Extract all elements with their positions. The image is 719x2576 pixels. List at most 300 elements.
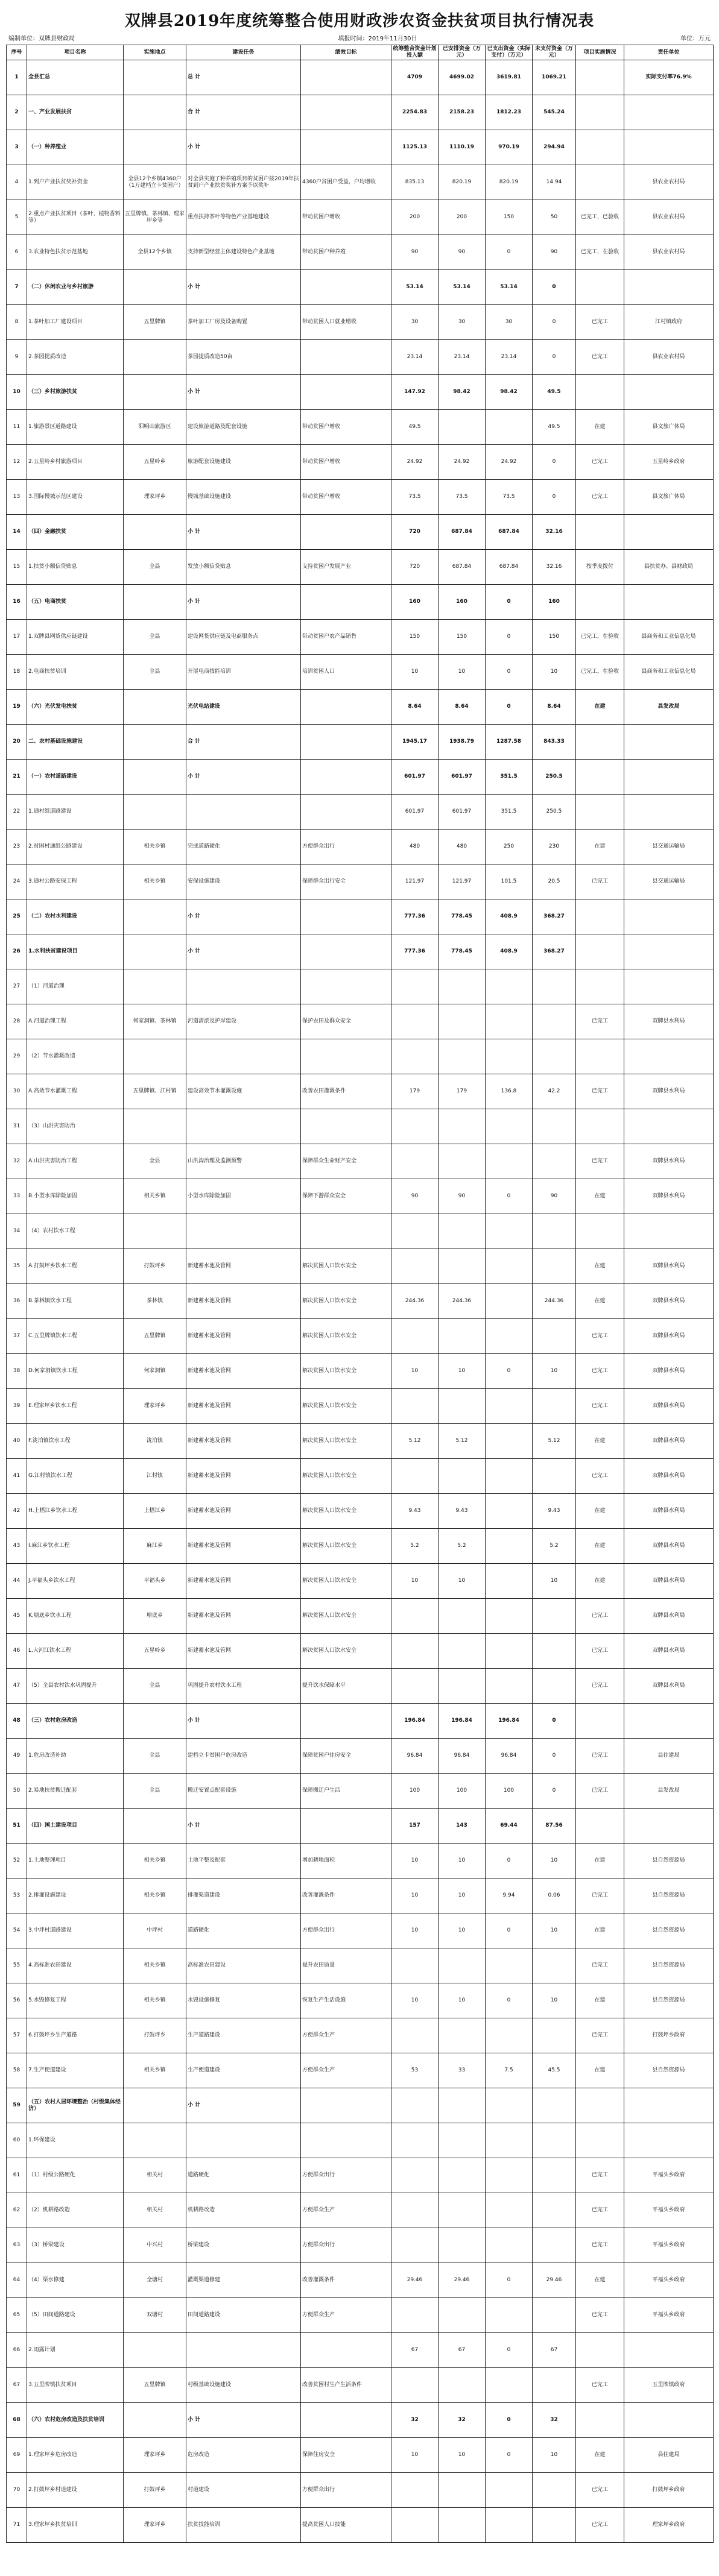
table-cell: 778.45	[439, 899, 486, 934]
table-cell: 250	[486, 830, 533, 864]
table-cell	[576, 60, 624, 95]
table-cell: 1287.58	[486, 725, 533, 760]
table-cell	[576, 2333, 624, 2368]
header-cell: 实施地点	[124, 45, 186, 60]
table-cell	[624, 1704, 714, 1739]
table-cell: 24.92	[439, 445, 486, 480]
header-cell: 统筹整合资金计划投入额	[391, 45, 439, 60]
table-cell: 55	[7, 1948, 27, 1983]
table-cell	[439, 410, 486, 445]
table-cell: 21	[7, 760, 27, 795]
table-cell	[533, 1669, 576, 1704]
table-row	[7, 1074, 714, 1109]
table-row	[7, 200, 714, 235]
table-row	[7, 760, 714, 795]
table-cell: 2254.83	[391, 95, 439, 130]
table-cell: 在建	[576, 1179, 624, 1214]
table-cell: 970.19	[486, 130, 533, 165]
table-cell	[301, 375, 391, 410]
table-cell: 1812.23	[486, 95, 533, 130]
table-row	[7, 270, 714, 305]
table-cell	[124, 725, 186, 760]
table-cell: 保障住房安全	[301, 2438, 391, 2473]
table-cell: 98.42	[486, 375, 533, 410]
table-cell	[486, 2228, 533, 2263]
table-cell: 50	[7, 1774, 27, 1809]
table-cell: 150	[439, 620, 486, 655]
table-row	[7, 305, 714, 340]
table-cell: 排灌渠道建设	[186, 1878, 301, 1913]
table-cell: 200	[391, 200, 439, 235]
table-row	[7, 95, 714, 130]
table-cell: 已完工	[576, 2368, 624, 2403]
table-cell	[439, 2473, 486, 2508]
table-cell	[439, 1214, 486, 1249]
table-cell: 机耕路改造	[186, 2193, 301, 2228]
table-cell: 35	[7, 1249, 27, 1284]
table-cell	[486, 1494, 533, 1529]
table-body	[7, 60, 714, 2543]
table-row	[7, 725, 714, 760]
table-cell: 在建	[576, 830, 624, 864]
table-cell: 已完工	[576, 1878, 624, 1913]
table-cell: 改善农田灌溉条件	[301, 1074, 391, 1109]
table-cell: 平福头乡	[124, 1564, 186, 1599]
table-cell: 生产道路建设	[186, 2018, 301, 2053]
table-cell: 6	[7, 235, 27, 270]
table-cell: 18	[7, 655, 27, 690]
table-cell: （一）农村道路建设	[27, 760, 124, 795]
table-cell: 8	[7, 305, 27, 340]
table-cell	[624, 760, 714, 795]
table-row	[7, 864, 714, 899]
table-cell	[486, 1669, 533, 1704]
table-cell: 150	[486, 200, 533, 235]
table-cell: 方便群众出行	[301, 2228, 391, 2263]
table-cell: 1.土地整理项目	[27, 1844, 124, 1878]
table-row	[7, 899, 714, 934]
table-cell	[439, 1109, 486, 1144]
table-row	[7, 1529, 714, 1564]
header-cell: 责任单位	[624, 45, 714, 60]
table-cell: 五里牌镇、江村镇	[124, 1074, 186, 1109]
table-cell: 中兴村	[124, 2228, 186, 2263]
table-row	[7, 2333, 714, 2368]
table-cell: 小 计	[186, 585, 301, 620]
table-cell: 1110.19	[439, 130, 486, 165]
table-row	[7, 480, 714, 515]
table-cell: 67	[7, 2368, 27, 2403]
table-cell: 0.06	[533, 1878, 576, 1913]
table-cell: 已完工	[576, 2018, 624, 2053]
table-cell: 五里牌镇	[124, 305, 186, 340]
table-cell: 打鼓坪乡	[124, 1249, 186, 1284]
table-cell	[486, 1109, 533, 1144]
table-cell: 49	[7, 1739, 27, 1774]
table-cell	[439, 969, 486, 1004]
table-cell: 县自然资源局	[624, 1913, 714, 1948]
table-cell: 新建蓄水池及管网	[186, 1284, 301, 1319]
table-cell: 已完工	[576, 2193, 624, 2228]
table-cell: 196.84	[439, 1704, 486, 1739]
table-cell: 平福头乡政府	[624, 2193, 714, 2228]
table-cell	[391, 1109, 439, 1144]
table-cell: 已完工	[576, 445, 624, 480]
table-cell: 49.5	[533, 410, 576, 445]
table-cell: 58	[7, 2053, 27, 2088]
table-cell	[124, 2123, 186, 2158]
table-cell: 何家洞镇、茶林镇	[124, 1004, 186, 1039]
table-cell	[391, 1669, 439, 1704]
table-cell	[391, 1214, 439, 1249]
table-cell: 244.36	[391, 1284, 439, 1319]
table-cell: 0	[533, 305, 576, 340]
table-cell: 0	[533, 340, 576, 375]
table-cell	[533, 2193, 576, 2228]
table-cell: 4.高标准农田建设	[27, 1948, 124, 1983]
table-cell: 23.14	[391, 340, 439, 375]
table-cell: 720	[391, 515, 439, 550]
table-cell: 塘底乡	[124, 1599, 186, 1634]
table-cell	[301, 95, 391, 130]
table-cell: 3.国际慢城示范区建设	[27, 480, 124, 515]
table-cell: 2.五星岭乡村旅游项目	[27, 445, 124, 480]
table-row	[7, 2368, 714, 2403]
table-cell: 3619.81	[486, 60, 533, 95]
table-cell: 121.97	[439, 864, 486, 899]
table-cell	[624, 2333, 714, 2368]
table-row	[7, 2123, 714, 2158]
table-cell: 在建	[576, 690, 624, 725]
table-row	[7, 1494, 714, 1529]
table-cell: （5）田间道路建设	[27, 2298, 124, 2333]
table-cell	[439, 1459, 486, 1494]
table-cell: （2）机耕路改造	[27, 2193, 124, 2228]
table-cell	[124, 375, 186, 410]
table-cell: 光伏电站建设	[186, 690, 301, 725]
table-cell	[486, 2088, 533, 2123]
table-cell: 10	[439, 1354, 486, 1389]
table-cell: 0	[486, 620, 533, 655]
table-cell	[576, 2123, 624, 2158]
table-cell: 县住建局	[624, 2438, 714, 2473]
table-cell	[439, 2193, 486, 2228]
table-cell: 已完工	[576, 480, 624, 515]
table-cell: （四）国土建设项目	[27, 1809, 124, 1844]
table-cell: 49.5	[533, 375, 576, 410]
table-cell	[439, 1039, 486, 1074]
table-row	[7, 2263, 714, 2298]
table-cell: 1125.13	[391, 130, 439, 165]
table-cell	[624, 1809, 714, 1844]
header-cell: 序号	[7, 45, 27, 60]
compiling-unit: 编制单位：双牌县财政局	[8, 36, 75, 42]
table-cell	[533, 2473, 576, 2508]
table-cell	[486, 2473, 533, 2508]
table-cell: 保障贫困户住房安全	[301, 1739, 391, 1774]
table-cell: 双牌县水利局	[624, 1074, 714, 1109]
table-cell: （六）农村危房改造及扶贫培训	[27, 2403, 124, 2438]
table-cell: 408.9	[486, 899, 533, 934]
table-row	[7, 2473, 714, 2508]
table-cell: 53.14	[439, 270, 486, 305]
table-cell: 培训贫困人口	[301, 655, 391, 690]
table-cell: 10	[391, 1844, 439, 1878]
table-cell: 在建	[576, 1284, 624, 1319]
table-cell: 新建蓄水池及管网	[186, 1564, 301, 1599]
table-cell: （4）农村饮水工程	[27, 1214, 124, 1249]
table-cell: 250.5	[533, 795, 576, 830]
table-row	[7, 1319, 714, 1354]
table-cell	[124, 795, 186, 830]
table-cell: 山洪沟治理及监测预警	[186, 1144, 301, 1179]
table-cell: 已完工，在验收	[576, 655, 624, 690]
table-cell: 39	[7, 1389, 27, 1424]
table-cell: 5	[7, 200, 27, 235]
table-cell	[124, 2403, 186, 2438]
table-cell	[439, 2228, 486, 2263]
table-row	[7, 2403, 714, 2438]
table-row	[7, 1459, 714, 1494]
table-row	[7, 340, 714, 375]
table-cell: A.山洪灾害防治工程	[27, 1144, 124, 1179]
meta-bar	[6, 33, 713, 45]
table-cell: 7	[7, 270, 27, 305]
table-cell: 351.5	[486, 795, 533, 830]
table-cell: 解决贫困人口饮水安全	[301, 1634, 391, 1669]
table-cell: 小 计	[186, 515, 301, 550]
table-cell: 相关乡镇	[124, 864, 186, 899]
table-cell: 34	[7, 1214, 27, 1249]
table-cell: 10	[533, 1564, 576, 1599]
table-cell	[486, 969, 533, 1004]
table-cell: 全县12个乡镇4360户（1万建档立卡贫困户）	[124, 165, 186, 200]
table-row	[7, 1948, 714, 1983]
table-cell	[186, 1039, 301, 1074]
table-cell: 县自然资源局	[624, 2053, 714, 2088]
table-cell: 灌溉渠道修建	[186, 2263, 301, 2298]
table-cell	[486, 2018, 533, 2053]
table-cell: 新建蓄水池及管网	[186, 1634, 301, 1669]
table-cell: （一）种养殖业	[27, 130, 124, 165]
table-cell	[533, 969, 576, 1004]
table-row	[7, 1389, 714, 1424]
table-cell: 小 计	[186, 1704, 301, 1739]
table-cell: 解决贫困人口饮水安全	[301, 1529, 391, 1564]
table-cell: 小 计	[186, 375, 301, 410]
table-cell	[391, 969, 439, 1004]
table-cell	[576, 760, 624, 795]
table-cell	[391, 2193, 439, 2228]
table-cell: 160	[533, 585, 576, 620]
table-cell	[391, 1599, 439, 1634]
table-cell: 五里牌镇	[124, 1319, 186, 1354]
table-cell: 河道清淤及护岸建设	[186, 1004, 301, 1039]
table-cell: 提升农田质量	[301, 1948, 391, 1983]
table-cell	[486, 1389, 533, 1424]
table-cell: 2.重点产业扶贫项目（茶叶、植物香料等）	[27, 200, 124, 235]
table-cell: 带动贫困人口就业增收	[301, 305, 391, 340]
table-cell: 建设网货供应链及电商服务点	[186, 620, 301, 655]
table-row	[7, 585, 714, 620]
table-cell	[301, 934, 391, 969]
table-cell: 38	[7, 1354, 27, 1389]
table-cell	[576, 1214, 624, 1249]
table-cell: 60	[7, 2123, 27, 2158]
table-cell: 196.84	[391, 1704, 439, 1739]
table-cell	[624, 375, 714, 410]
table-cell: 3	[7, 130, 27, 165]
table-cell	[301, 1704, 391, 1739]
table-cell: 方便群众出行	[301, 830, 391, 864]
table-cell	[486, 1319, 533, 1354]
table-cell: 44	[7, 1564, 27, 1599]
table-cell: 县文旅广体局	[624, 480, 714, 515]
table-cell	[301, 2123, 391, 2158]
table-cell: 阳明山旅游区	[124, 410, 186, 445]
table-cell: 687.84	[439, 550, 486, 585]
table-cell: 2.排灌设施建设	[27, 1878, 124, 1913]
table-cell	[624, 1039, 714, 1074]
table-cell: 县扶贫办、县财政局	[624, 550, 714, 585]
table-cell: 408.9	[486, 934, 533, 969]
table-cell: 全县12个乡镇	[124, 235, 186, 270]
table-cell: 720	[391, 550, 439, 585]
table-cell: 全县	[124, 1774, 186, 1809]
table-row	[7, 1564, 714, 1599]
table-cell	[391, 2123, 439, 2158]
table-cell: 慢城基础设施建设	[186, 480, 301, 515]
table-cell: 已完工	[576, 1459, 624, 1494]
table-cell	[439, 2298, 486, 2333]
table-cell	[439, 2123, 486, 2158]
table-cell: 16	[7, 585, 27, 620]
table-cell: 1.到户产业扶贫奖补资金	[27, 165, 124, 200]
table-cell: 10	[533, 1983, 576, 2018]
table-cell	[624, 969, 714, 1004]
table-cell: 新建蓄水池及管网	[186, 1354, 301, 1389]
table-cell: 835.13	[391, 165, 439, 200]
table-cell	[624, 2123, 714, 2158]
table-cell	[301, 515, 391, 550]
table-cell	[533, 2158, 576, 2193]
table-cell: 带动贫困户增收	[301, 445, 391, 480]
currency-unit: 单位：万元	[680, 36, 711, 42]
table-cell: 1.扶贫小额信贷贴息	[27, 550, 124, 585]
table-cell: B.茶林镇饮水工程	[27, 1284, 124, 1319]
table-cell: 2.电商扶贫培训	[27, 655, 124, 690]
table-row	[7, 1669, 714, 1704]
table-cell: 旅游配套设施建设	[186, 445, 301, 480]
table-cell	[391, 1634, 439, 1669]
table-cell: （3）桥梁建设	[27, 2228, 124, 2263]
table-cell: 29.46	[391, 2263, 439, 2298]
table-cell: 搬迁安置点配套设施	[186, 1774, 301, 1809]
table-cell: D.何家洞镇饮水工程	[27, 1354, 124, 1389]
table-cell	[533, 1214, 576, 1249]
table-cell: 平福头乡政府	[624, 2298, 714, 2333]
table-cell	[486, 2193, 533, 2228]
table-cell	[301, 340, 391, 375]
table-cell: J.平福头乡饮水工程	[27, 1564, 124, 1599]
table-cell	[301, 690, 391, 725]
table-cell: 开展电商技能培训	[186, 655, 301, 690]
table-cell: 73.5	[486, 480, 533, 515]
table-cell: 新建蓄水池及管网	[186, 1459, 301, 1494]
table-cell: 53.14	[486, 270, 533, 305]
table-cell: 县农业农村局	[624, 340, 714, 375]
table-cell: 相关村	[124, 2158, 186, 2193]
table-row	[7, 2088, 714, 2123]
table-cell: 26	[7, 934, 27, 969]
table-row	[7, 130, 714, 165]
table-cell	[124, 1109, 186, 1144]
table-cell: 1.危房改造补助	[27, 1739, 124, 1774]
table-cell: 40	[7, 1424, 27, 1459]
table-cell: 14.94	[533, 165, 576, 200]
table-cell	[124, 270, 186, 305]
table-cell: 解决贫困人口饮水安全	[301, 1319, 391, 1354]
table-cell	[576, 899, 624, 934]
table-cell	[533, 1109, 576, 1144]
table-cell: 县自然资源局	[624, 1948, 714, 1983]
table-cell: 160	[391, 585, 439, 620]
table-cell: 1.水利扶贫建设项目	[27, 934, 124, 969]
table-row	[7, 1878, 714, 1913]
table-cell: 160	[439, 585, 486, 620]
table-cell: （六）光伏发电扶贫	[27, 690, 124, 725]
table-cell: 理家坪乡	[124, 1389, 186, 1424]
table-cell	[439, 2368, 486, 2403]
table-cell: （三）乡村旅游扶贫	[27, 375, 124, 410]
table-cell: 4	[7, 165, 27, 200]
table-cell: 支持贫困户发展产业	[301, 550, 391, 585]
table-cell: 69.44	[486, 1809, 533, 1844]
table-cell: 已完工，在验收	[576, 235, 624, 270]
table-cell: 64	[7, 2263, 27, 2298]
table-cell: 双牌县水利局	[624, 1494, 714, 1529]
table-row	[7, 1284, 714, 1319]
table-cell: 67	[533, 2333, 576, 2368]
table-cell: 已完工	[576, 864, 624, 899]
table-cell: 带动贫困户种养殖	[301, 235, 391, 270]
table-cell: 24.92	[486, 445, 533, 480]
table-cell: B.小型水库除险加固	[27, 1179, 124, 1214]
table-cell	[186, 2123, 301, 2158]
table-cell: 10	[391, 1564, 439, 1599]
table-cell	[301, 1214, 391, 1249]
table-cell	[439, 2088, 486, 2123]
table-cell	[301, 1039, 391, 1074]
table-cell: 0	[486, 2438, 533, 2473]
table-row	[7, 2508, 714, 2543]
table-cell: 820.19	[486, 165, 533, 200]
table-cell	[624, 2403, 714, 2438]
table-cell: 9.43	[533, 1494, 576, 1529]
table-row	[7, 515, 714, 550]
table-cell: 5.2	[439, 1529, 486, 1564]
table-cell	[124, 1809, 186, 1844]
table-cell: 双牌县水利局	[624, 1634, 714, 1669]
table-cell: 351.5	[486, 760, 533, 795]
table-cell: 96.84	[439, 1739, 486, 1774]
table-cell	[576, 2088, 624, 2123]
table-cell: 2.打鼓坪乡村道建设	[27, 2473, 124, 2508]
table-cell: 保护农田及群众安全	[301, 1004, 391, 1039]
table-cell: 43	[7, 1529, 27, 1564]
table-cell: 0	[533, 270, 576, 305]
table-cell: 五里牌镇、茶林镇、理家坪乡等	[124, 200, 186, 235]
